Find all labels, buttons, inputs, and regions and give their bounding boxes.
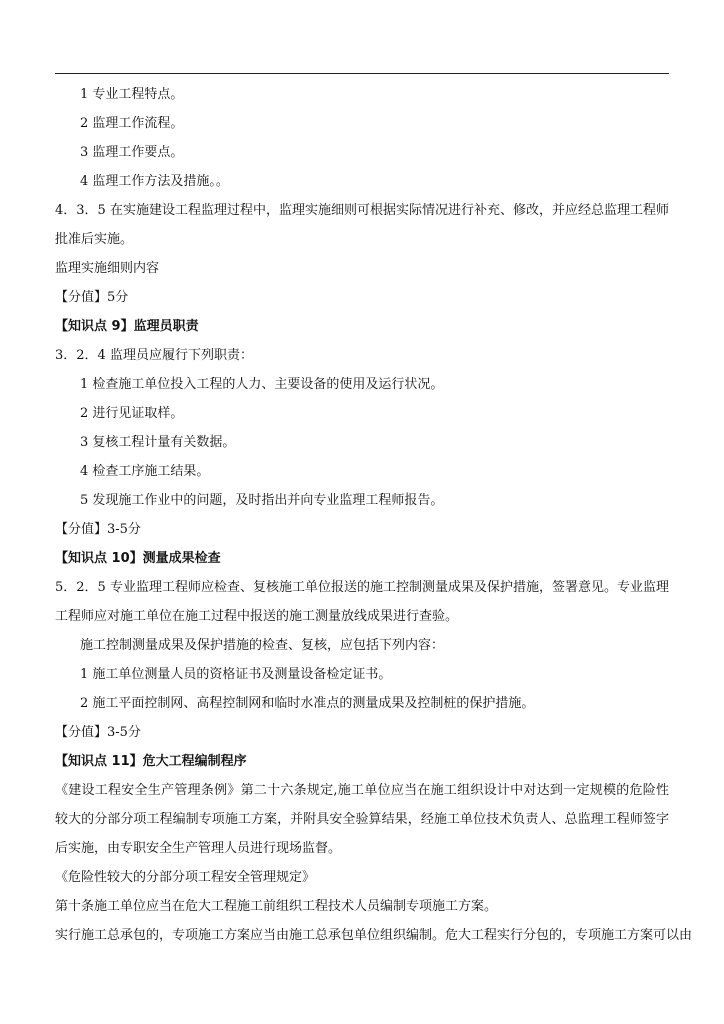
list-item: 2 施工平面控制网、高程控制网和临时水准点的测量成果及控制桩的保护措施。 bbox=[80, 696, 535, 711]
regulation-paragraph: 《建设工程安全生产管理条例》第二十六条规定,施工单位应当在施工组织设计中对达到一定规模的危险性较大的分部分项工程编制专项施工方案，并附具安全验算结果，经施工单位技术负责人、总监理工程师签字后实施，由专职安全生产管理人员进行现场监督。 bbox=[55, 783, 669, 856]
clause-4-3-5: 4．3．5 在实施建设工程监理过程中，监理实施细则可根据实际情况进行补充、修改，并应经总监理工程师批准后实施。 bbox=[55, 203, 669, 247]
score-label: 【分值】3-5分 bbox=[55, 725, 141, 740]
score-label: 【分值】5分 bbox=[55, 290, 129, 305]
list-item: 1 施工单位测量人员的资格证书及测量设备检定证书。 bbox=[80, 667, 392, 682]
list-item: 4 检查工序施工结果。 bbox=[80, 464, 210, 479]
list-item: 5 发现施工作业中的问题，及时指出并向专业监理工程师报告。 bbox=[80, 493, 444, 508]
list-item: 2 进行见证取样。 bbox=[80, 406, 184, 421]
section-caption: 监理实施细则内容 bbox=[55, 261, 160, 276]
knowledge-point-heading: 【知识点 11】危大工程编制程序 bbox=[55, 754, 247, 769]
list-item: 3 监理工作要点。 bbox=[80, 145, 184, 160]
clause-3-2-4: 3．2．4 监理员应履行下列职责： bbox=[55, 348, 253, 363]
list-item: 4 监理工作方法及措施。。 bbox=[80, 174, 229, 189]
list-item: 1 专业工程特点。 bbox=[80, 87, 184, 102]
list-item: 3 复核工程计量有关数据。 bbox=[80, 435, 236, 450]
list-item: 2 监理工作流程。 bbox=[80, 116, 184, 131]
score-label: 【分值】3-5分 bbox=[55, 522, 141, 537]
header-rule bbox=[55, 73, 669, 74]
article-10: 第十条施工单位应当在危大工程施工前组织工程技术人员编制专项施工方案。 bbox=[55, 899, 498, 914]
clause-5-2-5: 5．2．5 专业监理工程师应检查、复核施工单位报送的施工控制测量成果及保护措施，签署意见。专业监理工程师应对施工单位在施工过程中报送的施工测量放线成果进行查验。 bbox=[55, 580, 669, 624]
knowledge-point-heading: 【知识点 10】测量成果检查 bbox=[55, 551, 221, 566]
clause-intro: 施工控制测量成果及保护措施的检查、复核，应包括下列内容： bbox=[80, 638, 445, 653]
list-item: 1 检查施工单位投入工程的人力、主要设备的使用及运行状况。 bbox=[80, 377, 444, 392]
regulation-title: 《危险性较大的分部分项工程安全管理规定》 bbox=[55, 870, 316, 885]
document-body bbox=[55, 80, 693, 950]
knowledge-point-heading: 【知识点 9】监理员职责 bbox=[55, 319, 199, 334]
paragraph-last: 实行施工总承包的，专项施工方案应当由施工总承包单位组织编制。危大工程实行分包的，专项施工方案可以由 bbox=[55, 928, 693, 943]
